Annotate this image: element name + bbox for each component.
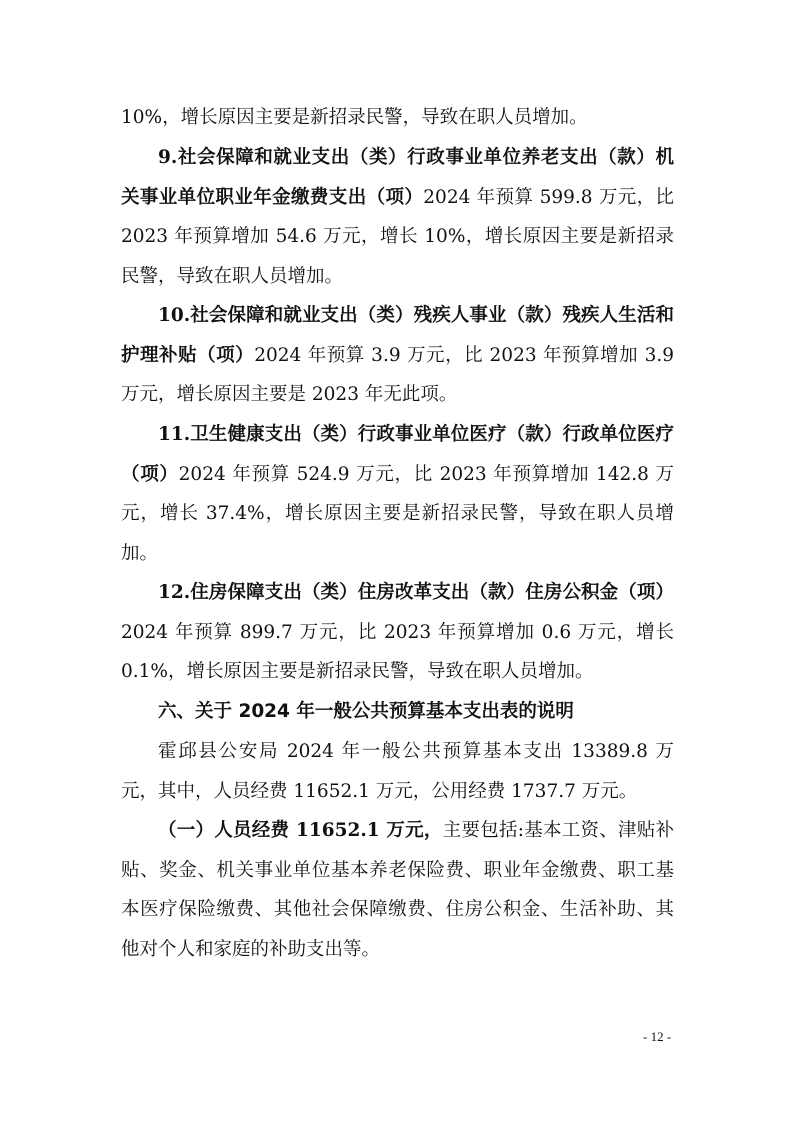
item-9-text: 2024 年预算 599.8 万元，比 2023 年预算增加 54.6 万元，增长 10%，增长原因主要是新招录民警，导致在职人员增加。 — [121, 186, 674, 287]
personnel-expenses-text: 主要包括:基本工资、津贴补贴、奖金、机关事业单位基本养老保险费、职业年金缴费、职工基本医疗保险缴费、其他社会保障缴费、住房公积金、生活补助、其他对个人和家庭的补助支出等。 — [121, 820, 675, 960]
paragraph-item-12 — [121, 573, 674, 692]
paragraph-basic-expenditure — [121, 732, 674, 811]
item-11-title: 11.卫生健康支出（类）行政事业单位医疗（款）行政单位医疗（项） — [121, 424, 674, 485]
paragraph-continuation — [121, 98, 674, 138]
item-9-title: 9.社会保障和就业支出（类）行政事业单位养老支出（款）机关事业单位职业年金缴费支出（项） — [121, 147, 674, 208]
personnel-expenses-title: （一）人员经费 11652.1 万元， — [158, 820, 443, 841]
item-12-text: 2024 年预算 899.7 万元，比 2023 年预算增加 0.6 万元，增长 0.1%，增长原因主要是新招录民警，导致在职人员增加。 — [121, 621, 674, 682]
paragraph-item-11 — [121, 415, 674, 573]
section-heading — [121, 692, 674, 732]
basic-expenditure-text: 霍邱县公安局 2024 年一般公共预算基本支出 13389.8 万元，其中，人员经费 11652.1 万元，公用经费 1737.7 万元。 — [121, 741, 674, 802]
paragraph-personnel-expenses — [121, 811, 674, 969]
item-12-title: 12.住房保障支出（类）住房改革支出（款）住房公积金（项） — [158, 582, 674, 603]
section-heading-text: 六、关于 2024 年一般公共预算基本支出表的说明 — [158, 701, 574, 722]
paragraph-item-10 — [121, 296, 674, 415]
page-number: - 12 - — [643, 1029, 672, 1044]
paragraph-text: 10%，增长原因主要是新招录民警，导致在职人员增加。 — [121, 107, 588, 128]
item-10-title: 10.社会保障和就业支出（类）残疾人事业（款）残疾人生活和护理补贴（项） — [121, 305, 674, 366]
paragraph-item-9 — [121, 138, 674, 296]
item-11-text: 2024 年预算 524.9 万元，比 2023 年预算增加 142.8 万元，增长 37.4%，增长原因主要是新招录民警，导致在职人员增加。 — [121, 463, 674, 564]
item-10-text: 2024 年预算 3.9 万元，比 2023 年预算增加 3.9 万元，增长原因主要是 2023 年无此项。 — [121, 344, 674, 405]
